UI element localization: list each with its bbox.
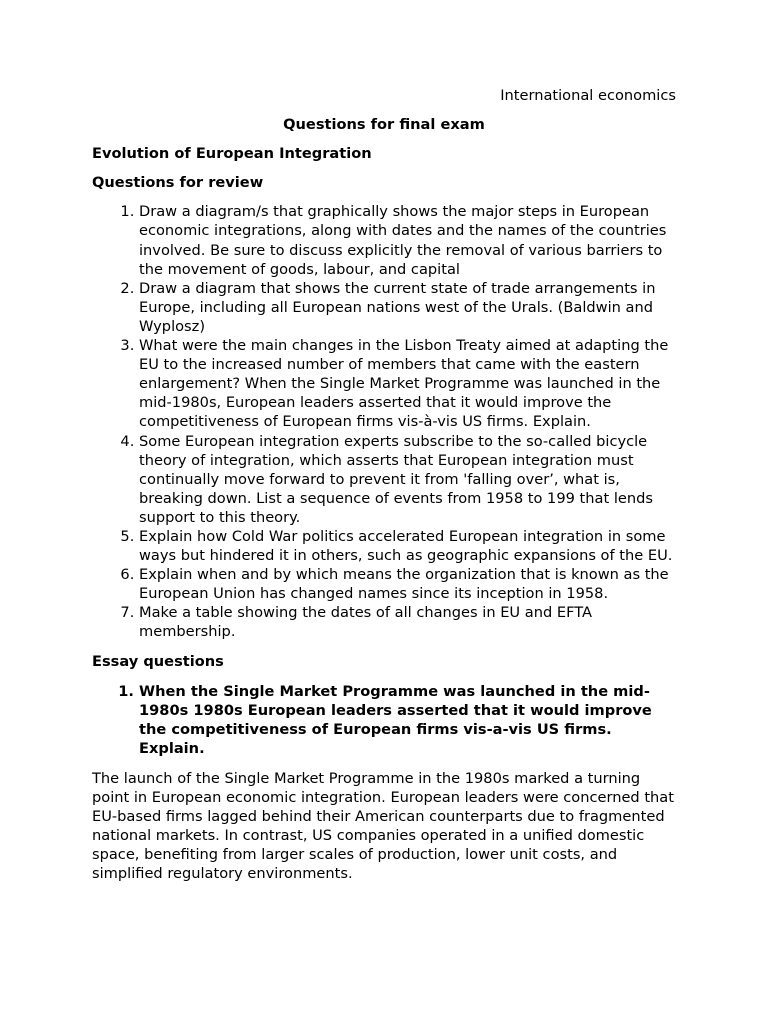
topic-heading: Evolution of European Integration <box>92 145 372 163</box>
review-questions-list <box>92 202 676 641</box>
review-heading: Questions for review <box>92 174 264 192</box>
essay-questions-list <box>92 682 676 758</box>
review-question-2: 2. Draw a diagram that shows the current state of trade arrangements in Europe, including all European nations west of the Urals. (Baldwin and Wyplosz) <box>139 279 676 336</box>
review-question-7: 7. Make a table showing the dates of all changes in EU and EFTA membership. <box>139 603 676 641</box>
exam-title: Questions for final exam <box>283 116 485 134</box>
essay-question-1: 1. When the Single Market Programme was launched in the mid-1980s 1980s European leaders asserted that it would improve the competitiveness of European firms vis-a-vis US firms. Explain. <box>139 682 676 758</box>
essay-heading: Essay questions <box>92 652 224 670</box>
review-question-1: 1. Draw a diagram/s that graphically shows the major steps in European economic integrations, along with dates and the names of the countries involved. Be sure to discuss explicitly the removal of various barriers to the movement of goods, labour, and capital <box>139 202 676 278</box>
course-name: International economics <box>500 87 676 104</box>
review-question-6: 6. Explain when and by which means the organization that is known as the European Union has changed names since its inception in 1958. <box>139 565 676 603</box>
answer-paragraph: The launch of the Single Market Programme in the 1980s marked a turning point in European economic integration. European leaders were concerned that EU-based firms lagged behind their American counterparts due to fragmented national markets. In contrast, US companies operated in a unified domestic space, benefiting from larger scales of production, lower unit costs, and simplified regulatory environments. <box>92 770 674 883</box>
review-question-4: 4. Some European integration experts subscribe to the so-called bicycle theory of integration, which asserts that European integration must continually move forward to prevent it from 'falling over’, what is, breaking down. List a sequence of events from 1958 to 199 that lends support to this theory. <box>139 432 676 527</box>
review-question-5: 5. Explain how Cold War politics accelerated European integration in some ways but hindered it in others, such as geographic expansions of the EU. <box>139 527 676 565</box>
review-question-3: 3. What were the main changes in the Lisbon Treaty aimed at adapting the EU to the increased number of members that came with the eastern enlargement? When the Single Market Programme was launched in the mid-1980s, European leaders asserted that it would improve the competitiveness of European firms vis-à-vis US firms. Explain. <box>139 336 676 431</box>
document-page <box>92 86 676 884</box>
